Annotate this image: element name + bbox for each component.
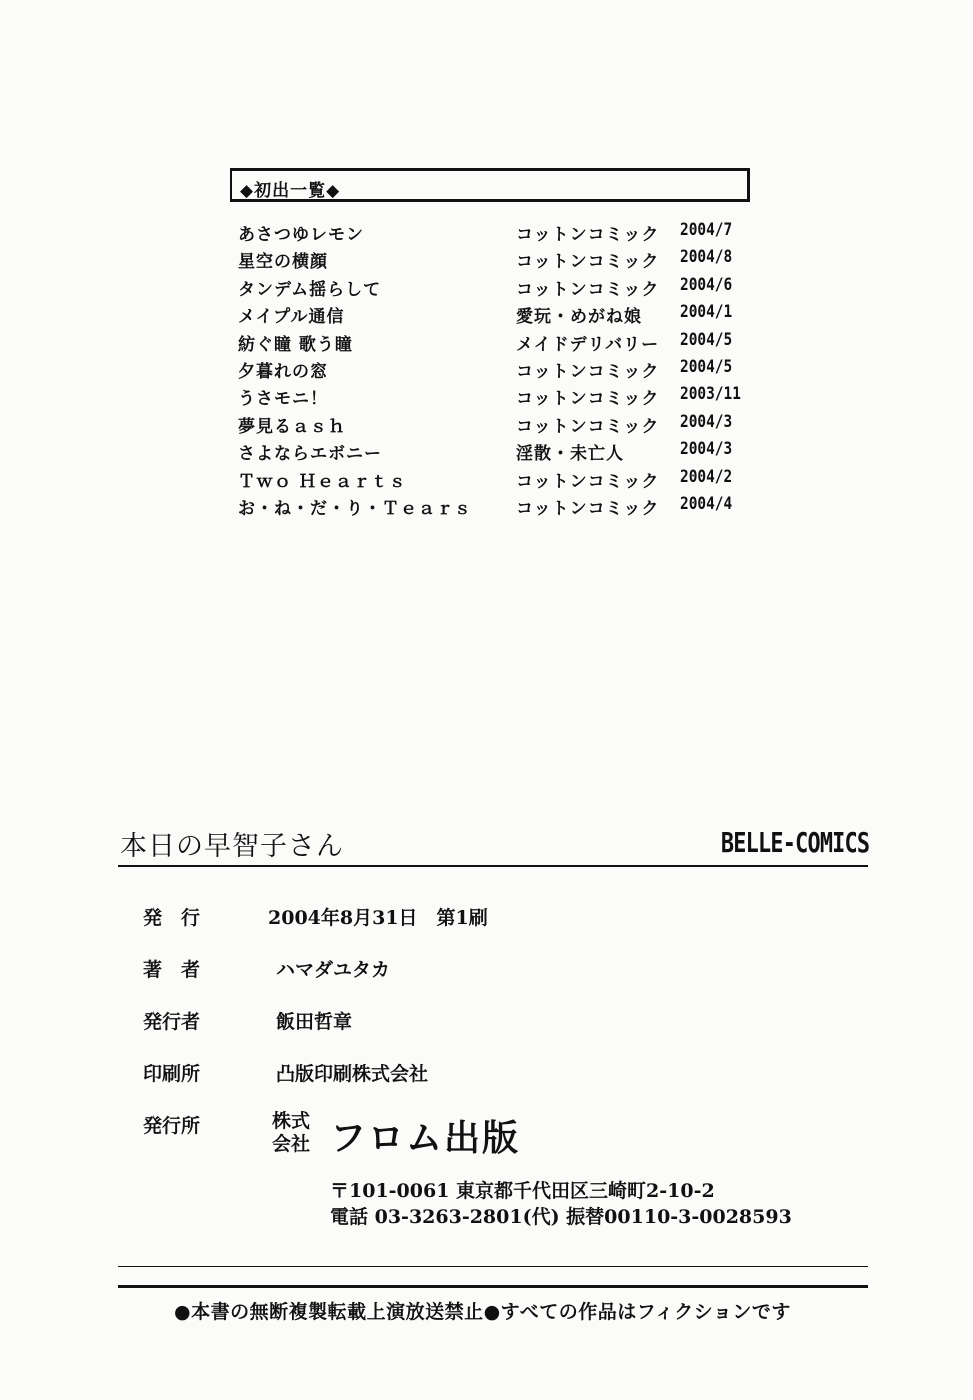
magazine-name: コットンコミック	[516, 279, 660, 300]
story-title: 星空の横顔	[238, 252, 328, 273]
first-appearance-row	[238, 355, 778, 382]
magazine-name: コットンコミック	[516, 389, 660, 410]
first-appearance-row	[238, 245, 778, 272]
magazine-name: 愛玩・めがね娘	[516, 307, 642, 328]
first-appearance-row	[238, 382, 778, 409]
publication-date: 2004/3	[680, 411, 733, 432]
story-title: さよならエボニー	[238, 444, 382, 465]
magazine-name: コットンコミック	[516, 361, 660, 382]
bottom-thin-rule	[118, 1266, 868, 1267]
publisher-person-label: 発行者	[143, 1011, 201, 1033]
first-appearance-row	[238, 273, 778, 300]
magazine-name: 淫散・未亡人	[516, 444, 624, 465]
publication-date: 2004/7	[680, 220, 733, 240]
magazine-name: コットンコミック	[516, 225, 660, 245]
first-appearance-row	[238, 410, 778, 437]
publisher-phone: 電話 03-3263-2801(代) 振替00110-3-0028593	[330, 1206, 792, 1228]
publication-date: 2004/3	[680, 439, 733, 460]
first-appearance-row	[238, 437, 778, 464]
publication-date: 2004/4	[680, 493, 733, 514]
first-appearance-header-box	[230, 168, 750, 202]
title-rule	[118, 865, 868, 867]
magazine-name: メイドデリバリー	[516, 334, 660, 355]
first-appearance-list	[238, 218, 778, 519]
magazine-name: コットンコミック	[516, 471, 660, 492]
first-appearance-row	[238, 492, 778, 519]
issue-label: 発 行	[143, 907, 201, 929]
story-title: タンデム揺らして	[238, 279, 382, 300]
copyright-notice: ●本書の無断複製転載上演放送禁止●すべての作品はフィクションです	[174, 1301, 791, 1323]
magazine-name: コットンコミック	[516, 498, 660, 519]
publisher-address: 〒101-0061 東京都千代田区三崎町2-10-2	[330, 1180, 715, 1202]
story-title: 夢見るａｓｈ	[238, 416, 346, 437]
magazine-name: コットンコミック	[516, 252, 660, 273]
first-appearance-heading: ◆初出一覧◆	[240, 181, 341, 201]
publication-date: 2004/6	[680, 274, 733, 295]
publisher-name: フロム出版	[330, 1118, 521, 1159]
publisher-person-value: 飯田哲章	[276, 1011, 353, 1033]
magazine-name: コットンコミック	[516, 416, 660, 437]
imprint-label: BELLE-COMICS	[720, 826, 869, 859]
publication-date: 2004/5	[680, 329, 733, 350]
author-label: 著 者	[143, 959, 201, 981]
book-title: 本日の早智子さん	[120, 831, 344, 862]
publication-date: 2004/8	[680, 247, 733, 268]
first-appearance-row	[238, 328, 778, 355]
story-title: 夕暮れの窓	[238, 361, 328, 382]
publisher-company-prefix: 株式 会社	[272, 1110, 311, 1155]
story-title: あさつゆレモン	[238, 225, 364, 245]
first-appearance-row	[238, 465, 778, 492]
publisher-label: 発行所	[143, 1115, 201, 1137]
story-title: メイプル通信	[238, 307, 345, 328]
author-value: ハマダユタカ	[276, 959, 391, 981]
story-title: Ｔｗｏ Ｈｅａｒｔｓ	[238, 471, 407, 492]
publication-date: 2004/5	[680, 356, 733, 377]
first-appearance-row	[238, 218, 778, 245]
issue-value: 2004年8月31日 第1刷	[268, 907, 488, 929]
bottom-thick-rule	[118, 1285, 868, 1288]
publication-date: 2004/1	[680, 302, 733, 323]
story-title: うさモニ！	[238, 389, 328, 410]
story-title: お・ね・だ・り・Ｔｅａｒｓ	[238, 498, 472, 519]
printer-value: 凸版印刷株式会社	[276, 1063, 429, 1085]
first-appearance-row	[238, 300, 778, 327]
publication-date: 2004/2	[680, 466, 733, 487]
publication-date: 2003/11	[680, 384, 741, 405]
story-title: 紡ぐ瞳 歌う瞳	[238, 334, 353, 355]
printer-label: 印刷所	[143, 1063, 201, 1085]
